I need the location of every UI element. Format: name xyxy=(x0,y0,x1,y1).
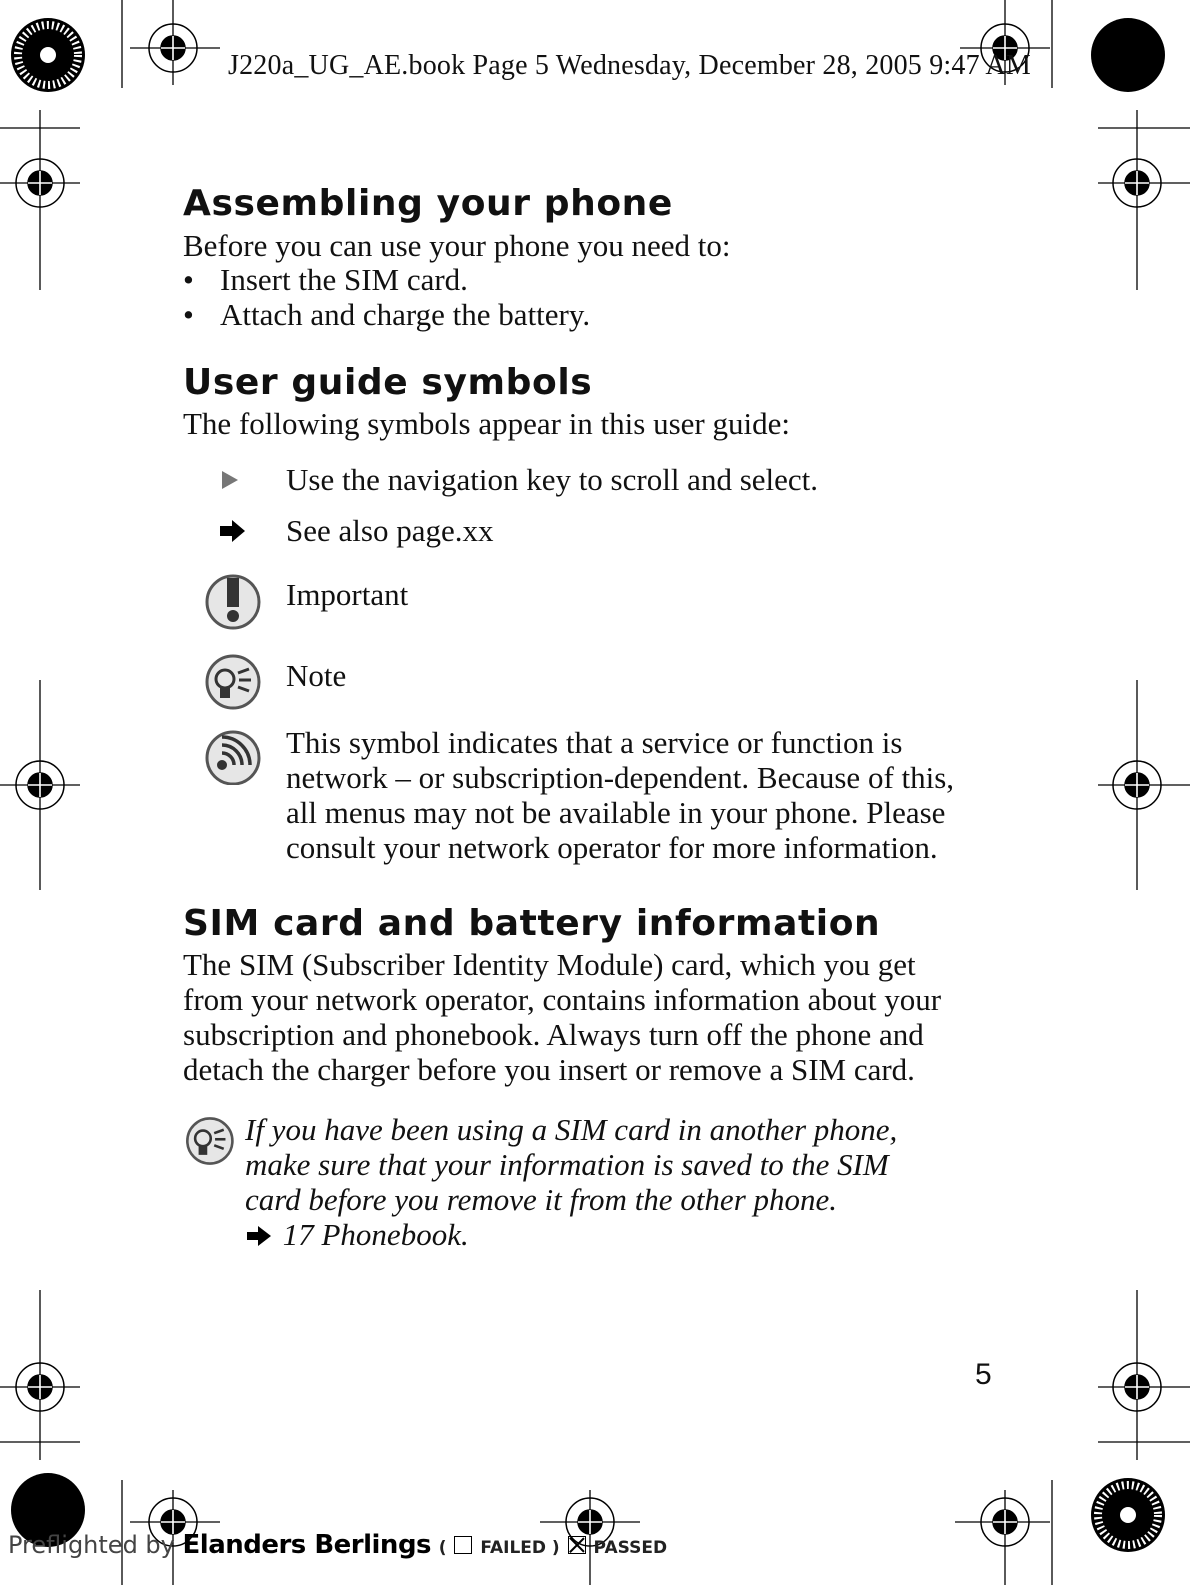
book-slug-line: J220a_UG_AE.book Page 5 Wednesday, December 28, 2005 9:47 AM xyxy=(228,50,1031,81)
bullet-item: • Insert the SIM card. xyxy=(183,262,590,297)
note-line: If you have been using a SIM card in another phone, xyxy=(245,1112,898,1147)
symbol-text: Use the navigation key to scroll and select. xyxy=(286,462,819,497)
failed-checkbox xyxy=(454,1536,472,1554)
paragraph-line: The SIM (Subscriber Identity Module) card, which you get xyxy=(183,947,916,982)
note-lightbulb-icon xyxy=(181,1115,237,1167)
navigation-triangle-icon xyxy=(200,462,260,497)
passed-checkbox xyxy=(568,1536,586,1554)
network-symbol-description xyxy=(286,725,954,865)
preflight-stamp: Preflighted by Elanders Berlings ( FAILED ) PASSED xyxy=(8,1530,668,1560)
symbol-text: Note xyxy=(286,658,347,693)
heading-sim-card-battery: SIM card and battery information xyxy=(183,903,881,944)
symbol-text: Important xyxy=(286,577,409,612)
note-reference[interactable] xyxy=(245,1217,897,1252)
description-line: all menus may not be available in your phone. Please xyxy=(286,795,946,830)
see-also-arrow-icon xyxy=(200,513,260,548)
heading-assembling: Assembling your phone xyxy=(183,183,673,224)
page-number: 5 xyxy=(975,1358,992,1391)
brand-name: Elanders Berlings xyxy=(182,1530,432,1560)
failed-label: FAILED xyxy=(480,1538,547,1558)
phonebook-reference-link[interactable]: 17 Phonebook. xyxy=(282,1217,469,1252)
description-line: network – or subscription-dependent. Because of this, xyxy=(286,760,955,795)
description-line: This symbol indicates that a service or function is xyxy=(286,725,903,760)
passed-label: PASSED xyxy=(593,1538,668,1558)
paragraph-line: detach the charger before you insert or remove a SIM card. xyxy=(183,1052,915,1087)
symbols-intro: The following symbols appear in this user guide: xyxy=(183,406,790,441)
note-line: card before you remove it from the other phone. xyxy=(245,1182,838,1217)
paragraph-line: from your network operator, contains information about your xyxy=(183,982,942,1017)
note-line: make sure that your information is saved to the SIM xyxy=(245,1147,889,1182)
preflight-label: Preflighted by xyxy=(8,1531,175,1559)
description-line: consult your network operator for more information. xyxy=(286,830,938,865)
sim-note xyxy=(245,1112,897,1252)
assembling-intro: Before you can use your phone you need to: xyxy=(183,228,731,263)
see-also-arrow-icon xyxy=(245,1224,275,1248)
symbol-text: See also page.xx xyxy=(286,513,494,548)
assembling-bullet-list xyxy=(183,262,590,332)
paragraph-line: subscription and phonebook. Always turn off the phone and xyxy=(183,1017,924,1052)
note-lightbulb-icon xyxy=(200,652,264,712)
important-exclamation-icon xyxy=(200,572,264,632)
heading-user-guide-symbols: User guide symbols xyxy=(183,362,593,403)
network-service-icon xyxy=(200,725,264,785)
sim-paragraph xyxy=(183,947,941,1087)
bullet-item: • Attach and charge the battery. xyxy=(183,297,590,332)
